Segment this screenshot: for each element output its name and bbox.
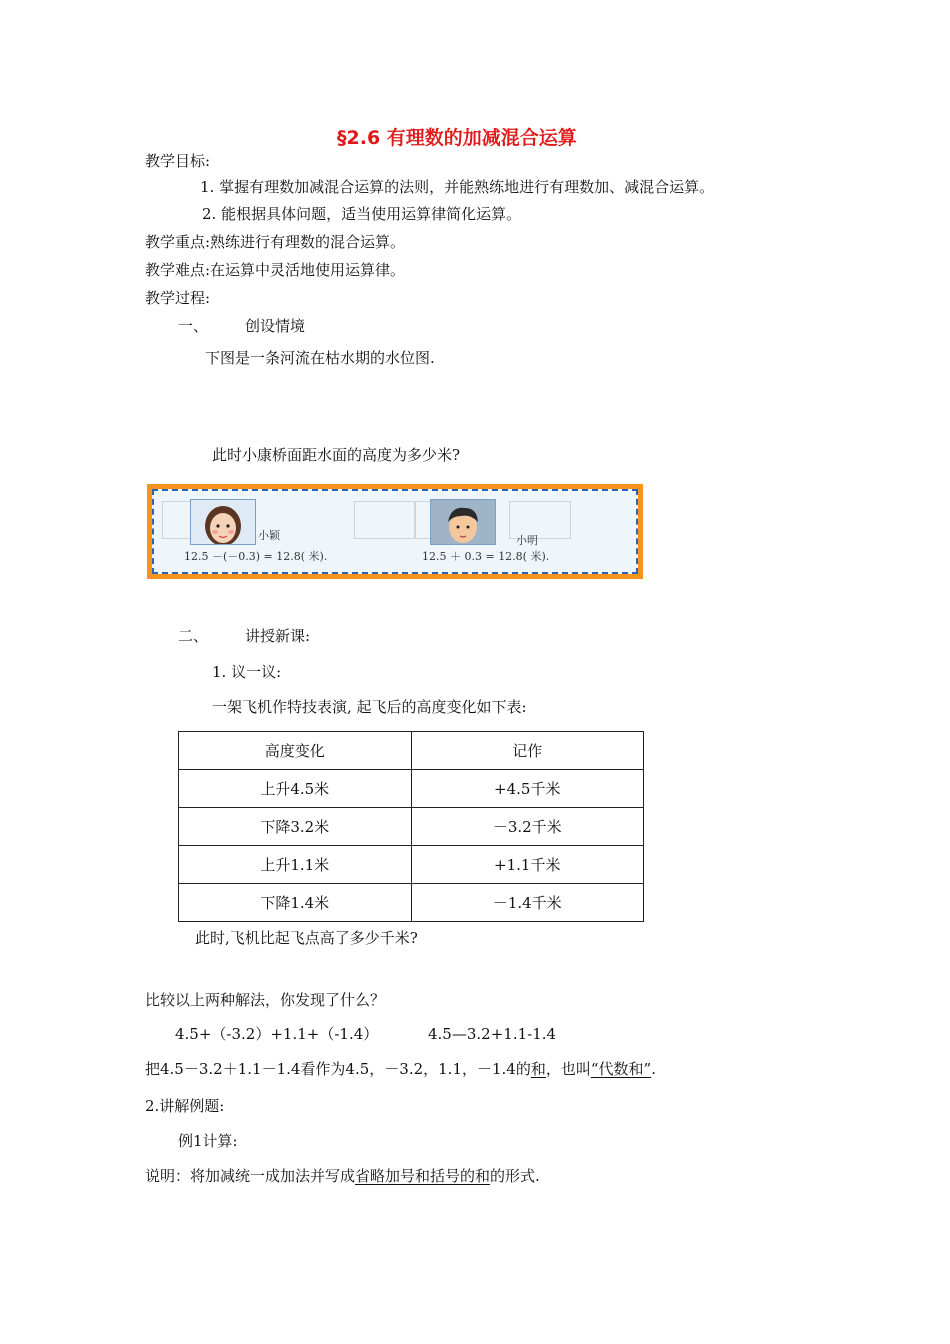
- table-cell: －1.4千米: [411, 884, 644, 922]
- difficulty: 教学难点:在运算中灵活地使用运算律。: [145, 261, 406, 279]
- note-text-post: 的形式.: [490, 1167, 540, 1185]
- header-cell: 记作: [411, 732, 644, 770]
- bridge-question: 此时小康桥面距水面的高度为多少米?: [212, 446, 461, 464]
- plane-question: 此时,飞机比起飞点高了多少千米?: [195, 929, 418, 947]
- header-cell: 高度变化: [179, 732, 412, 770]
- table-cell: 下降1.4米: [179, 884, 412, 922]
- note-line: [145, 1166, 540, 1186]
- process-label: 教学过程:: [145, 289, 211, 307]
- height-change-table: [178, 731, 644, 922]
- sum-text-pre: 把4.5－3.2＋1.1－1.4看作为4.5，－3.2，1.1，－1.4的: [145, 1060, 531, 1078]
- table-cell: 上升1.1米: [179, 846, 412, 884]
- note-text-pre: 说明：将加减统一成加法并写成: [145, 1167, 356, 1185]
- boy-avatar: [430, 499, 496, 545]
- table-cell: －3.2千米: [411, 808, 644, 846]
- page-title: §2.6 有理数的加减混合运算: [337, 127, 577, 149]
- key-point: 教学重点:熟练进行有理数的混合运算。: [145, 233, 406, 251]
- subsection-1: 1. 议一议:: [212, 663, 282, 681]
- compare-question: 比较以上两种解法，你发现了什么？: [145, 991, 386, 1009]
- section2-number: 二、: [178, 627, 209, 645]
- table-row: [179, 770, 644, 808]
- section1-heading: 创设情境: [245, 317, 306, 335]
- section2-heading: 讲授新课:: [245, 627, 311, 645]
- plane-text: 一架飞机作特技表演, 起飞后的高度变化如下表:: [212, 698, 527, 716]
- solution-figure: [147, 484, 643, 579]
- section1-number: 一、: [178, 317, 209, 335]
- expression-a: 4.5+（-3.2）+1.1+（-1.4）: [175, 1025, 379, 1043]
- sum-word: 和: [530, 1060, 546, 1078]
- table-cell: 上升4.5米: [179, 770, 412, 808]
- algebraic-sum-term: “代数和”: [590, 1060, 652, 1078]
- table-header-row: [179, 732, 644, 770]
- left-formula: 12.5 －(－0.3) = 12.8( 米).: [184, 550, 328, 563]
- left-name: 小颖: [258, 529, 280, 542]
- example-label: 例1计算:: [178, 1132, 238, 1150]
- table-cell: 下降3.2米: [179, 808, 412, 846]
- figure-panel: [152, 489, 638, 574]
- table-row: [179, 846, 644, 884]
- table-row: [179, 808, 644, 846]
- right-name: 小明: [516, 534, 538, 547]
- table-cell: +4.5千米: [411, 770, 644, 808]
- algebraic-sum-line: [145, 1059, 656, 1079]
- subsection-2: 2.讲解例题:: [145, 1097, 225, 1115]
- table-cell: +1.1千米: [411, 846, 644, 884]
- table-row: [179, 884, 644, 922]
- goal-2: 2. 能根据具体问题，适当使用运算律简化运算。: [202, 205, 522, 223]
- goals-label: 教学目标:: [145, 152, 211, 170]
- intro-text: 下图是一条河流在枯水期的水位图.: [205, 349, 435, 367]
- note-underlined: 省略加号和括号的和: [355, 1167, 491, 1185]
- sum-text-end: .: [651, 1060, 656, 1078]
- girl-avatar: [190, 499, 256, 545]
- sum-text-mid: ，也叫: [545, 1060, 591, 1078]
- right-formula: 12.5 ＋ 0.3 = 12.8( 米).: [422, 550, 550, 563]
- goal-1: 1. 掌握有理数加减混合运算的法则，并能熟练地进行有理数加、减混合运算。: [200, 178, 715, 196]
- expression-b: 4.5—3.2+1.1-1.4: [428, 1025, 557, 1043]
